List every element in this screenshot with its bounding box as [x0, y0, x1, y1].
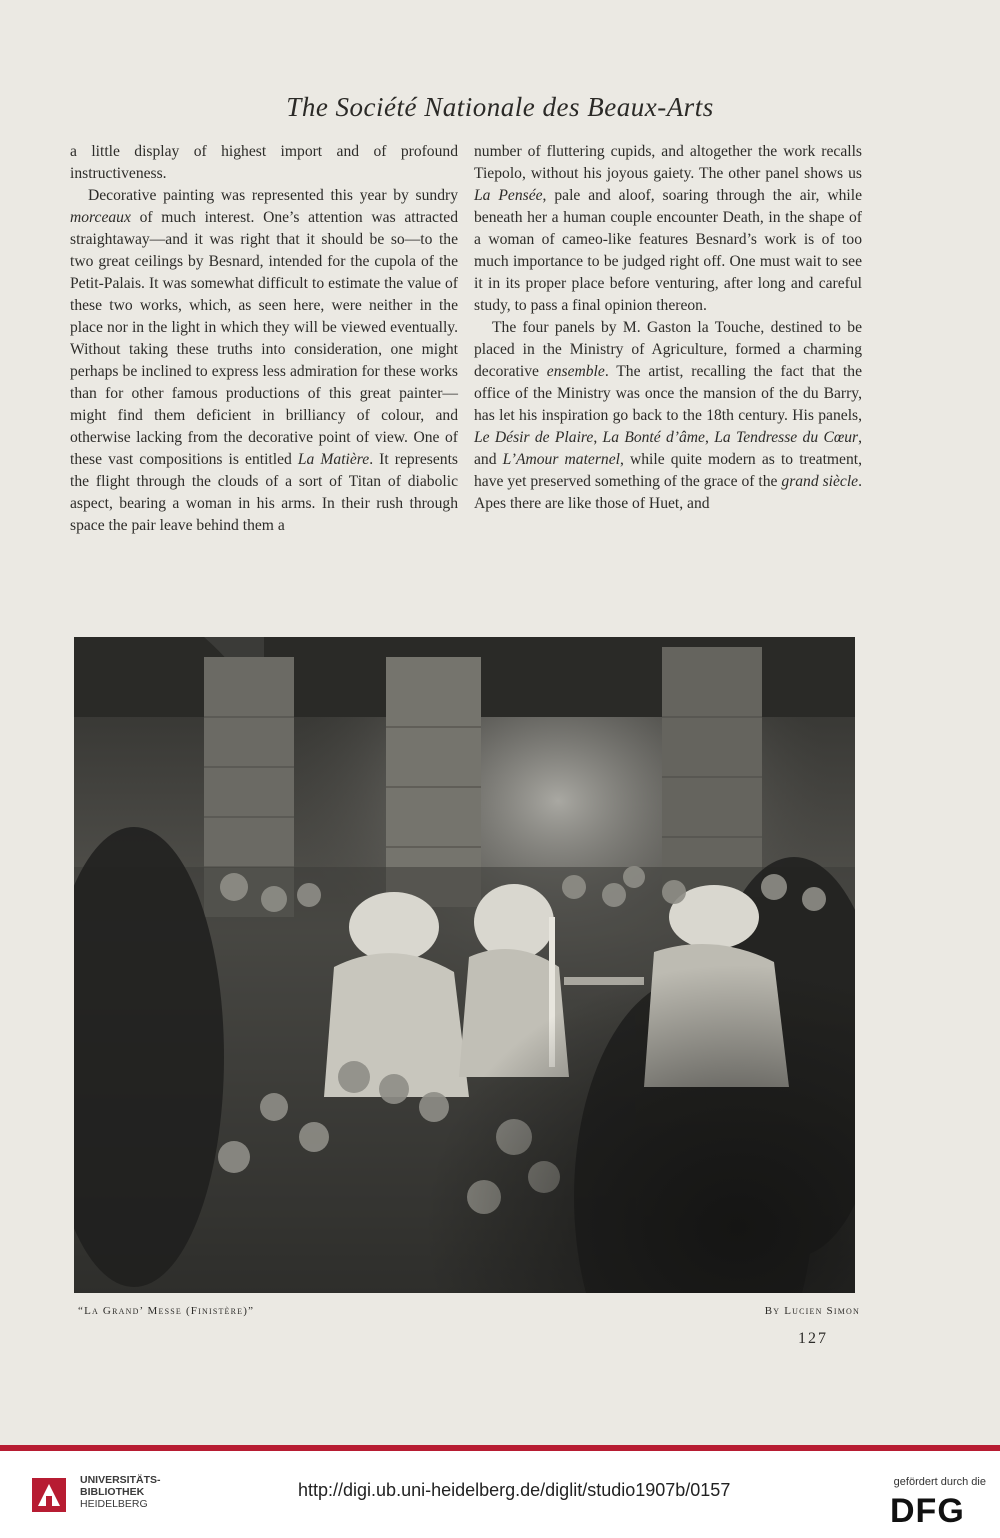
italic-term: grand siècle — [781, 473, 859, 490]
paragraph: a little display of highest import and of profound instructiveness. — [70, 143, 458, 182]
library-name-line: UNIVERSITÄTS- — [80, 1474, 161, 1486]
italic-title: La Bonté d’âme — [602, 429, 705, 446]
page-number: 127 — [798, 1330, 828, 1347]
paragraph — [474, 141, 862, 317]
university-seal-icon — [32, 1478, 66, 1512]
library-name-line: BIBLIOTHEK — [80, 1486, 145, 1498]
text-run: . Apes there are like those of Huet, and — [474, 473, 862, 512]
italic-term: morceaux — [70, 209, 131, 226]
italic-title: La Pensée — [474, 187, 543, 204]
text-run: , while quite modern as to treatment, have yet preserved something of the grace of the — [474, 451, 862, 490]
text-run: , — [704, 429, 715, 446]
text-column-left — [70, 141, 458, 537]
italic-title: La Tendresse du Cœur — [714, 429, 859, 446]
funder-label: gefördert durch die — [893, 1476, 986, 1488]
library-name-line: HEIDELBERG — [80, 1498, 148, 1510]
painting-image — [74, 637, 855, 1293]
running-title: The Société Nationale des Beaux-Arts — [286, 92, 714, 122]
plate-caption-title: “La Grand’ Messe (Finistère)” — [78, 1305, 255, 1317]
italic-title: Le Désir de Plaire — [474, 429, 594, 446]
text-run: number of fluttering cupids, and altogether the work recalls Tiepolo, without his joyous gaiety. The other panel shows us — [474, 143, 862, 182]
footer-accent-bar — [0, 1445, 1000, 1451]
painting-plate — [74, 637, 855, 1293]
text-run: , and — [474, 429, 863, 468]
permalink[interactable]: http://digi.ub.uni-heidelberg.de/diglit/studio1907b/0157 — [298, 1480, 731, 1500]
text-column-right — [474, 141, 862, 515]
italic-title: La Matière — [297, 451, 370, 468]
text-run: , pale and aloof, soaring through the air, while beneath her a human couple encounter Death, in the shape of a woman of cameo-like features Besnard’s work is of too much importance to be judged right off. One must wait to see it in its proper place before venturing, after long and careful study, to pass a final opinion thereon. — [474, 187, 862, 314]
library-name — [80, 1474, 161, 1510]
paragraph — [474, 317, 862, 515]
text-run: of much interest. One’s attention was attracted straightaway—and it was right that it should be so—to the two great ceilings by Besnard, intended for the cupola of the Petit-Palais. It was somewhat difficult to estimate the value of these two works, which, as seen here, were neither in the place nor in the light in which they will be viewed eventually. Without taking these truths into consideration, one might perhaps be inclined to express less admiration for these works than for other famous productions of this great painter—might find them deficient in brilliancy of colour, and otherwise lacking from the decorative point of view. One of these vast compositions is entitled — [70, 209, 458, 468]
text-run: , — [593, 429, 603, 446]
plate-caption-artist: By Lucien Simon — [764, 1305, 860, 1317]
text-run: . It represents the flight through the clouds of a sort of Titan of diabolic aspect, bearing a woman in his arms. In their rush through space the pair leave behind them a — [70, 451, 458, 534]
text-run: Decorative painting was represented this year by sundry — [88, 187, 458, 204]
paragraph — [70, 185, 458, 537]
text-run: . The artist, recalling the fact that the office of the Ministry was once the mansion of the du Barry, has let his inspiration go back to the 18th century. His panels, — [474, 363, 862, 424]
text-run: The four panels by M. Gaston la Touche, destined to be placed in the Ministry of Agriculture, formed a charming decorative — [474, 319, 862, 380]
dfg-logo: DFG — [890, 1492, 965, 1530]
italic-title: L’Amour maternel — [502, 451, 620, 468]
italic-term: ensemble — [546, 363, 605, 380]
